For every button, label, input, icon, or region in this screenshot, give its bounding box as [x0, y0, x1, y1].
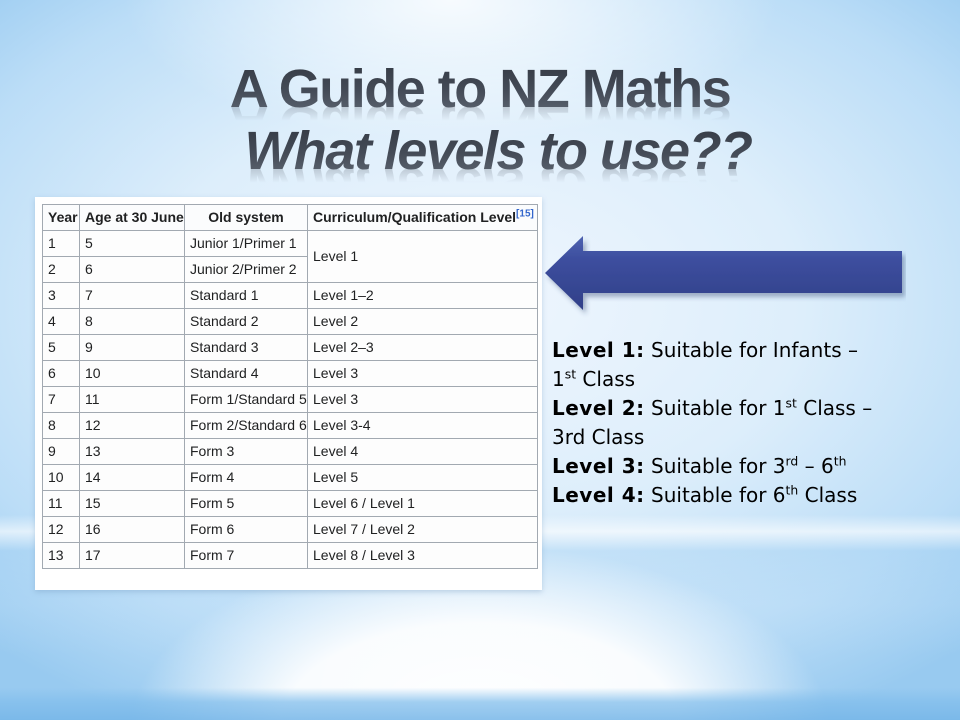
slide-title: A Guide to NZ Maths — [0, 62, 960, 116]
table-cell: 6 — [43, 361, 80, 387]
table-cell: Standard 2 — [185, 309, 308, 335]
table-cell: Form 4 — [185, 465, 308, 491]
legend-item: Level 2: Suitable for 1st Class – 3rd Class — [552, 395, 873, 449]
table-cell: 2 — [43, 257, 80, 283]
legend-label: Level 4: — [552, 483, 645, 507]
table-header-cell — [308, 205, 538, 231]
nz-levels-table-panel — [35, 197, 542, 590]
table-cell: 16 — [80, 517, 185, 543]
left-arrow-icon — [544, 234, 906, 318]
header-label: Curriculum/Qualification Level — [313, 208, 517, 225]
table-cell: Form 5 — [185, 491, 308, 517]
table-header-cell — [80, 205, 185, 231]
table-cell: Level 1 — [308, 231, 538, 283]
table-body — [43, 231, 538, 569]
table-cell: 7 — [80, 283, 185, 309]
table-cell: 6 — [80, 257, 185, 283]
table-cell: 11 — [43, 491, 80, 517]
table-cell: 17 — [80, 543, 185, 569]
header-label: Old system — [208, 208, 284, 225]
table-cell: Junior 2/Primer 2 — [185, 257, 308, 283]
table-cell: Level 3-4 — [308, 413, 538, 439]
header-label: Year — [48, 208, 78, 225]
table-cell: Level 3 — [308, 361, 538, 387]
table-cell: 8 — [80, 309, 185, 335]
table-header-row — [43, 205, 538, 231]
table-row — [43, 309, 538, 335]
legend-label: Level 3: — [552, 454, 645, 478]
table-cell: 9 — [80, 335, 185, 361]
table-row — [43, 543, 538, 569]
table-cell: Form 1/Standard 5 — [185, 387, 308, 413]
table-row — [43, 231, 538, 257]
table-cell: 5 — [43, 335, 80, 361]
table-cell: Level 1–2 — [308, 283, 538, 309]
table-cell: Level 6 / Level 1 — [308, 491, 538, 517]
table-row — [43, 335, 538, 361]
legend-item: Level 3: Suitable for 3rd – 6th — [552, 453, 847, 478]
table-cell: 11 — [80, 387, 185, 413]
nz-levels-table — [42, 204, 538, 569]
table-row — [43, 413, 538, 439]
legend-item: Level 1: Suitable for Infants – 1st Class — [552, 338, 858, 391]
table-cell: Level 3 — [308, 387, 538, 413]
table-cell: Form 6 — [185, 517, 308, 543]
slide-subtitle: What levels to use?? — [0, 124, 960, 178]
table-cell: 3 — [43, 283, 80, 309]
table-cell: Level 5 — [308, 465, 538, 491]
table-cell: Level 8 / Level 3 — [308, 543, 538, 569]
table-cell: 8 — [43, 413, 80, 439]
table-cell: Level 4 — [308, 439, 538, 465]
level-guide — [552, 336, 960, 510]
table-cell: Level 2–3 — [308, 335, 538, 361]
table-cell: Junior 1/Primer 1 — [185, 231, 308, 257]
table-cell: 4 — [43, 309, 80, 335]
table-cell: 10 — [43, 465, 80, 491]
table-cell: 9 — [43, 439, 80, 465]
table-row — [43, 491, 538, 517]
table-cell: Standard 4 — [185, 361, 308, 387]
table-cell: 5 — [80, 231, 185, 257]
table-cell: Standard 1 — [185, 283, 308, 309]
table-cell: Form 7 — [185, 543, 308, 569]
table-row — [43, 439, 538, 465]
table-cell: Standard 3 — [185, 335, 308, 361]
table-cell: Level 2 — [308, 309, 538, 335]
table-row — [43, 465, 538, 491]
table-cell: 13 — [80, 439, 185, 465]
table-header-cell — [43, 205, 80, 231]
table-row — [43, 517, 538, 543]
table-cell: 15 — [80, 491, 185, 517]
left-arrow — [544, 234, 906, 318]
legend-label: Level 1: — [552, 338, 645, 362]
table-header-cell — [185, 205, 308, 231]
table-row — [43, 283, 538, 309]
table-cell: 10 — [80, 361, 185, 387]
table-cell: 13 — [43, 543, 80, 569]
legend-item: Level 4: Suitable for 6th Class — [552, 482, 858, 507]
table-cell: Form 2/Standard 6 — [185, 413, 308, 439]
legend-label: Level 2: — [552, 396, 645, 420]
table-cell: Level 7 / Level 2 — [308, 517, 538, 543]
table-row — [43, 361, 538, 387]
table-cell: 1 — [43, 231, 80, 257]
header-label: Age at 30 June — [85, 208, 184, 225]
table-cell: 12 — [43, 517, 80, 543]
table-cell: 7 — [43, 387, 80, 413]
table-cell: Form 3 — [185, 439, 308, 465]
table-cell: 12 — [80, 413, 185, 439]
table-row — [43, 387, 538, 413]
table-cell: 14 — [80, 465, 185, 491]
citation-ref: [15] — [516, 208, 534, 220]
